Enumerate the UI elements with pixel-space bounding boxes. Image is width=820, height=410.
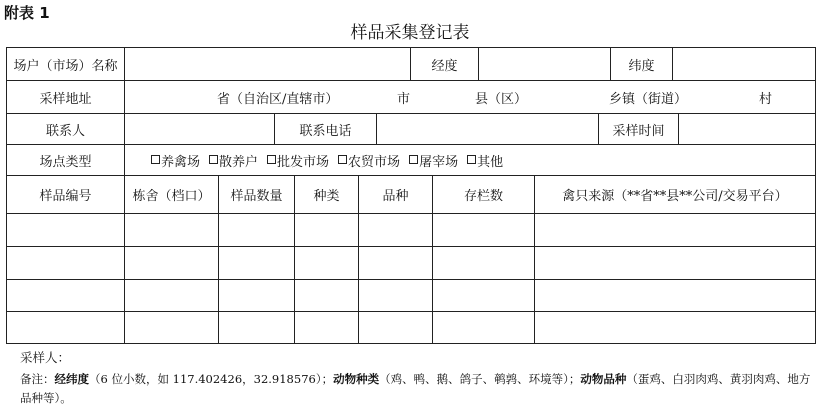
remarks-key-breed: 动物品种 [580,372,627,386]
form-title: 样品采集登记表 [350,23,470,43]
province-unit: 省（自治区/直辖市） [217,91,339,107]
table-cell[interactable] [295,214,359,246]
village-unit: 村 [759,91,773,107]
table-cell[interactable] [359,280,433,311]
checkbox-icon[interactable] [267,155,276,164]
table-cell[interactable] [359,214,433,246]
option-slaughterhouse[interactable]: 屠宰场 [409,151,458,170]
option-wholesale-market[interactable]: 批发市场 [267,151,329,170]
table-cell[interactable] [7,280,125,311]
table-row [7,214,815,247]
table-cell[interactable] [125,280,219,311]
table-cell[interactable] [7,247,125,279]
table-cell[interactable] [125,312,219,343]
checkbox-icon[interactable] [151,155,160,164]
checkbox-icon[interactable] [209,155,218,164]
remarks-text-species: （鸡、鸭、鹅、鸽子、鹌鹑、环境等）； [379,372,581,386]
annex-label: 附表 1 [4,4,50,22]
table-cell[interactable] [125,247,219,279]
farm-name-field[interactable] [125,48,411,80]
site-type-options [125,145,815,175]
header-source: 禽只来源（**省**县**公司/交易平台） [562,189,788,204]
remarks-text-coordinates: （6 位小数，如 117.402426，32.918576）； [89,372,334,386]
row-farm [7,48,815,81]
phone-label: 联系电话 [275,114,377,144]
header-house: 栋舍（档口） [125,176,219,213]
option-farmers-market[interactable]: 农贸市场 [338,151,400,170]
contact-label: 联系人 [7,114,125,144]
table-cell[interactable] [295,280,359,311]
sampler-label: 采样人： [20,350,71,365]
remarks-key-coordinates: 经纬度 [54,372,89,386]
table-row [7,280,815,312]
county-unit: 县（区） [475,91,528,107]
checkbox-icon[interactable] [409,155,418,164]
table-cell[interactable] [7,214,125,246]
latitude-field[interactable] [673,48,815,80]
table-cell[interactable] [7,312,125,343]
row-site-type [7,145,815,176]
site-type-label: 场点类型 [7,145,125,175]
sampling-time-field[interactable] [679,114,815,144]
row-address [7,81,815,114]
longitude-field[interactable] [479,48,611,80]
checkbox-icon[interactable] [338,155,347,164]
remarks-text-breed: （蛋鸡、白羽肉鸡、黄羽肉鸡、地方品种等）。 [20,372,811,405]
sampling-time-label: 采样时间 [599,114,679,144]
table-cell[interactable] [535,312,815,343]
table-cell[interactable] [535,280,815,311]
table-cell[interactable] [433,280,535,311]
township-unit: 乡镇（街道） [609,91,688,107]
address-label: 采样地址 [7,81,125,113]
latitude-label: 纬度 [611,48,673,80]
phone-field[interactable] [377,114,599,144]
remarks-prefix: 备注： [20,372,55,386]
remarks-key-species: 动物种类 [333,372,380,386]
header-stock: 存栏数 [433,176,535,213]
farm-name-label: 场户（市场）名称 [7,48,125,80]
table-cell[interactable] [219,280,295,311]
header-species: 种类 [295,176,359,213]
table-row [7,247,815,280]
table-cell[interactable] [125,214,219,246]
table-cell[interactable] [535,214,815,246]
table-cell[interactable] [433,312,535,343]
sample-registration-form [6,47,816,344]
address-field[interactable] [125,81,815,113]
row-contact [7,114,815,145]
table-cell[interactable] [295,247,359,279]
table-cell[interactable] [433,247,535,279]
table-cell[interactable] [219,312,295,343]
table-cell[interactable] [359,312,433,343]
header-quantity: 样品数量 [219,176,295,213]
longitude-label: 经度 [411,48,479,80]
option-backyard[interactable]: 散养户 [209,151,258,170]
option-poultry-farm[interactable]: 养禽场 [151,151,200,170]
table-cell[interactable] [295,312,359,343]
contact-field[interactable] [125,114,275,144]
option-other[interactable]: 其他 [467,151,503,170]
checkbox-icon[interactable] [467,155,476,164]
city-unit: 市 [397,91,411,107]
remarks [20,370,815,408]
header-breed: 品种 [359,176,433,213]
table-cell[interactable] [219,214,295,246]
table-row [7,312,815,343]
table-header-row [7,176,815,214]
table-cell[interactable] [535,247,815,279]
table-cell[interactable] [359,247,433,279]
table-cell[interactable] [219,247,295,279]
table-cell[interactable] [433,214,535,246]
header-sample-no: 样品编号 [7,176,125,213]
